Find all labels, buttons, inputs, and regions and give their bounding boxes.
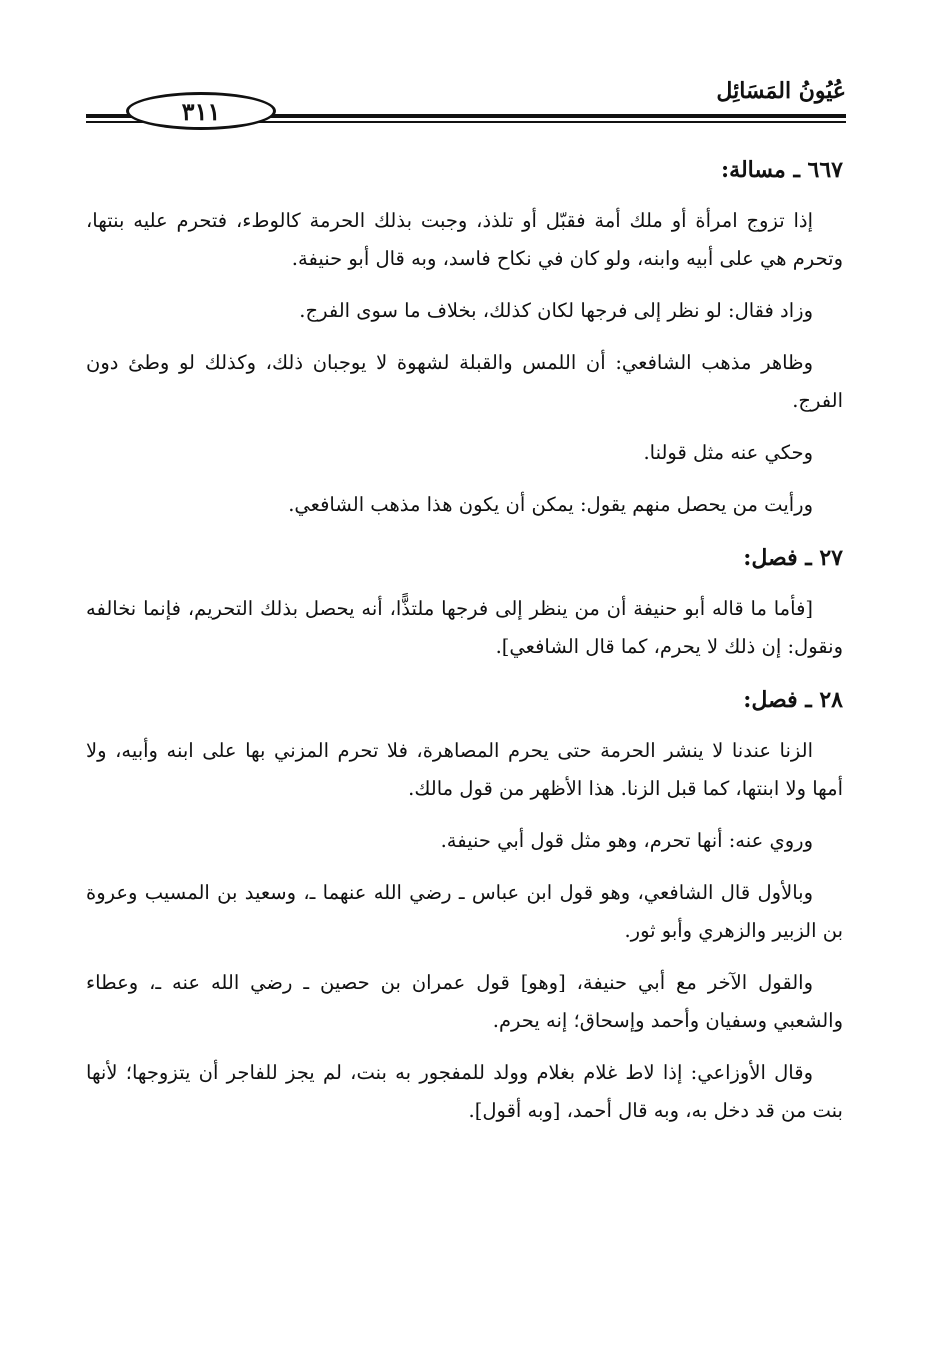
paragraph: وبالأول قال الشافعي، وهو قول ابن عباس ـ رضي الله عنهما ـ، وسعيد بن المسيب وعروة بن الزبير والزهري وأبو ثور. [86,881,843,942]
paragraph: وزاد فقال: لو نظر إلى فرجها لكان كذلك، بخلاف ما سوى الفرج. [299,299,813,322]
page-body [86,148,843,1144]
section-heading: ٦٦٧ ـ مسالة: [721,157,843,183]
page-number: ٣١١ [126,92,276,130]
paragraph: والقول الآخر مع أبي حنيفة، [وهو] قول عمران بن حصين ـ رضي الله عنه ـ، وعطاء والشعبي وسفيان وأحمد وإسحاق؛ إنه يحرم. [86,971,843,1032]
paragraph: إذا تزوج امرأة أو ملك أمة فقبّل أو تلذذ، وجبت بذلك الحرمة كالوطء، فتحرم عليه بنتها، وتحرم هي على أبيه وابنه، ولو كان في نكاح فاسد، وبه قال أبو حنيفة. [86,209,843,270]
paragraph: وقال الأوزاعي: إذا لاط غلام بغلام وولد للمفجور به بنت، لم يجز للفاجر أن يتزوجها؛ لأنها بنت من قد دخل به، وبه قال أحمد، [وبه أقول]. [86,1061,843,1122]
book-title: عُيُونُ المَسَائِل [716,78,846,104]
page-header [86,70,846,130]
paragraph: الزنا عندنا لا ينشر الحرمة حتى يحرم المصاهرة، فلا تحرم المزني بها على ابنه وأبيه، ولا أمها ولا ابنتها، كما قبل الزنا. هذا الأظهر من قول مالك. [86,739,843,800]
paragraph: وحكي عنه مثل قولنا. [643,441,813,464]
paragraph: وظاهر مذهب الشافعي: أن اللمس والقبلة لشهوة لا يوجبان ذلك، وكذلك لو وطئ دون الفرج. [86,351,843,412]
section-heading: ٢٨ ـ فصل: [743,687,843,713]
paragraph: ورأيت من يحصل منهم يقول: يمكن أن يكون هذا مذهب الشافعي. [288,493,813,516]
section-heading: ٢٧ ـ فصل: [743,545,843,571]
paragraph: وروي عنه: أنها تحرم، وهو مثل قول أبي حنيفة. [440,829,813,852]
paragraph: [فأما ما قاله أبو حنيفة أن من ينظر إلى فرجها ملتذًّا، أنه يحصل بذلك التحريم، فإنما نخالفه ونقول: إن ذلك لا يحرم، كما قال الشافعي]. [86,597,843,658]
